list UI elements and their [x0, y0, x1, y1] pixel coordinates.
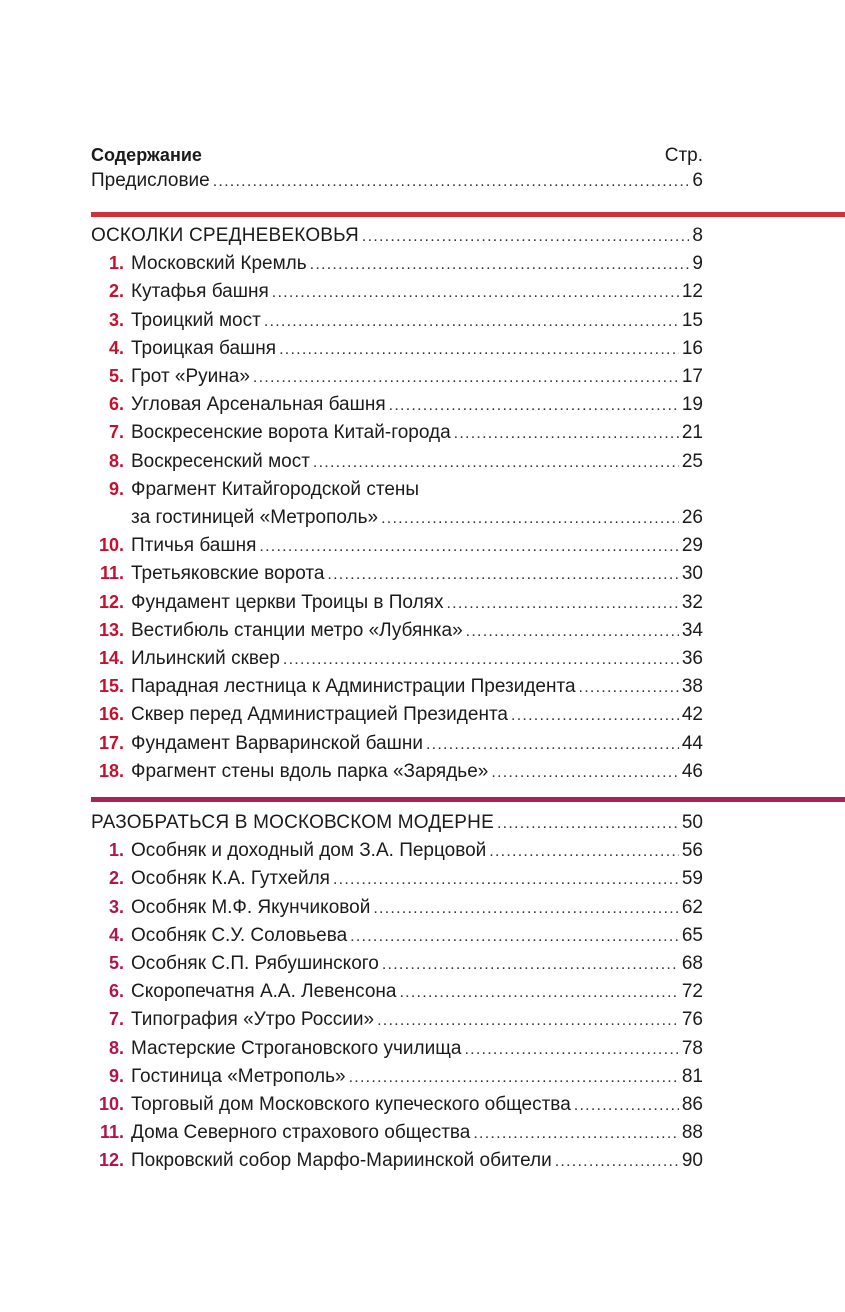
entry-label: Ильинский сквер [131, 648, 280, 669]
entry-label: Покровский собор Марфо-Мариинской обители [131, 1150, 552, 1172]
section-divider-2 [91, 797, 845, 802]
entry-label: Особняк К.А. Гутхейля [131, 868, 330, 890]
entry-number: 9. [108, 1065, 124, 1086]
entry-number: 10. [98, 1094, 124, 1114]
entry-label: Парадная лестница к Администрации Президента [131, 676, 576, 698]
entry-page: 25 [681, 450, 703, 472]
dot-leader [333, 868, 679, 890]
section-divider-1 [91, 212, 845, 217]
section-heading[interactable] [91, 225, 703, 253]
entry-number: 1. [108, 253, 124, 274]
section-page: 8 [692, 225, 703, 246]
dot-leader [466, 620, 679, 642]
entry-number: 18. [98, 760, 124, 781]
dot-leader [264, 310, 679, 332]
entry-number: 11. [99, 1122, 124, 1143]
toc-entry[interactable] [91, 281, 703, 309]
entry-page: 6 [692, 170, 703, 191]
toc-title: Содержание [91, 145, 202, 165]
dot-leader [327, 563, 678, 585]
entry-label: Троицкая башня [131, 337, 277, 359]
entry-number: 5. [108, 366, 124, 386]
toc-entry[interactable] [91, 840, 703, 868]
entry-number: 4. [108, 924, 124, 945]
toc-entry[interactable] [91, 310, 703, 338]
dot-leader [555, 1150, 679, 1172]
dot-leader [473, 1122, 679, 1144]
entry-page: 44 [681, 732, 703, 754]
entry-number: 9. [108, 478, 124, 499]
section-title: РАЗОБРАТЬСЯ В МОСКОВСКОМ МОДЕРНЕ [91, 812, 494, 833]
entry-label: Фундамент церкви Троицы в Полях [131, 591, 444, 613]
entry-label: Скоропечатня А.А. Левенсона [131, 981, 397, 1003]
entry-number: 15. [98, 676, 124, 697]
dot-leader [382, 953, 679, 975]
entry-label: Фрагмент стены вдоль парка «Зарядье» [131, 760, 489, 782]
entry-label: Особняк М.Ф. Якунчиковой [131, 896, 371, 918]
entry-number: 5. [108, 953, 124, 973]
entry-label: Воскресенский мост [131, 450, 310, 472]
entry-page: 88 [681, 1122, 703, 1144]
entry-label: Московский Кремль [131, 253, 307, 275]
toc-entry[interactable] [91, 868, 703, 896]
dot-leader [511, 704, 679, 726]
toc-entry[interactable] [91, 253, 703, 281]
dot-leader [464, 1038, 678, 1060]
entry-label: Угловая Арсенальная башня [131, 394, 386, 416]
entry-page: 9 [692, 253, 703, 275]
dot-leader [213, 170, 690, 192]
toc-entry[interactable] [91, 592, 703, 620]
entry-page: 12 [681, 281, 703, 303]
dot-leader [253, 366, 679, 388]
entry-label: Сквер перед Администрацией Президента [131, 704, 508, 726]
dot-leader [373, 897, 679, 919]
entry-label: Торговый дом Московского купеческого общества [131, 1094, 571, 1115]
toc-entry[interactable] [91, 761, 703, 789]
entry-label: Троицкий мост [131, 309, 261, 331]
dot-leader [579, 676, 679, 698]
toc-entry[interactable] [91, 1094, 703, 1122]
toc-entry[interactable] [91, 733, 703, 761]
entry-label: Фрагмент Китайгородской стены [131, 478, 420, 500]
toc-entry[interactable] [91, 897, 703, 925]
entry-page: 72 [681, 981, 703, 1003]
toc-entry[interactable] [91, 1122, 703, 1150]
toc-entry[interactable] [91, 676, 703, 704]
entry-label: Третьяковские ворота [131, 563, 325, 585]
entry-label-continued: за гостиницей «Метрополь» [131, 507, 379, 528]
toc-entry[interactable] [91, 981, 703, 1009]
dot-leader [399, 981, 678, 1003]
toc-entry[interactable] [91, 451, 703, 479]
entry-number: 2. [108, 281, 124, 302]
entry-page: 62 [681, 896, 703, 918]
entry-label: Гостиница «Метрополь» [131, 1065, 346, 1087]
entry-page: 36 [681, 648, 703, 669]
entry-label: Птичья башня [131, 535, 257, 557]
entry-page: 76 [681, 1009, 703, 1031]
entry-page: 90 [681, 1150, 703, 1172]
entry-number: 3. [108, 896, 124, 917]
dot-leader [389, 394, 679, 416]
entry-page: 21 [681, 422, 703, 444]
entry-label: Особняк С.У. Соловьева [131, 924, 348, 946]
toc-entry-continuation[interactable] [91, 507, 703, 535]
entry-number: 12. [98, 1150, 124, 1171]
entry-number: 13. [98, 619, 124, 640]
toc-entry[interactable] [91, 704, 703, 732]
dot-leader [362, 225, 690, 247]
toc-entry[interactable] [91, 394, 703, 422]
entry-page: 34 [681, 619, 703, 641]
dot-leader [454, 422, 679, 444]
entry-number: 7. [108, 1009, 124, 1030]
dot-leader [283, 648, 679, 670]
toc-entry[interactable] [91, 648, 703, 676]
entry-number: 6. [108, 394, 124, 415]
dot-leader [313, 451, 679, 473]
entry-number: 10. [98, 535, 124, 556]
entry-label: Дома Северного страхового общества [131, 1122, 471, 1144]
entry-number: 7. [108, 422, 124, 443]
dot-leader [279, 338, 679, 360]
toc-entry[interactable] [91, 366, 703, 394]
toc-entry[interactable] [91, 1009, 703, 1037]
entry-number: 8. [108, 1037, 124, 1058]
section-title: ОСКОЛКИ СРЕДНЕВЕКОВЬЯ [91, 225, 359, 246]
dot-leader [310, 253, 690, 275]
entry-page: 42 [681, 704, 703, 726]
section-heading[interactable] [91, 812, 703, 840]
toc-entry[interactable] [91, 479, 703, 507]
entry-label: Грот «Руина» [131, 366, 250, 387]
toc-entry[interactable] [91, 620, 703, 648]
entry-page: 30 [681, 563, 703, 585]
entry-page: 26 [681, 507, 703, 528]
entry-number: 16. [98, 704, 124, 725]
entry-label: Предисловие [91, 170, 210, 191]
entry-page: 59 [681, 868, 703, 890]
page-column-label: Стр. [664, 145, 703, 166]
toc-entry-preface[interactable] [91, 170, 703, 198]
entry-number: 12. [98, 591, 124, 612]
entry-page: 15 [681, 309, 703, 331]
entry-page: 38 [681, 676, 703, 698]
dot-leader [377, 1009, 679, 1031]
toc-entry[interactable] [91, 1066, 703, 1094]
toc-entry[interactable] [91, 338, 703, 366]
toc-entry[interactable] [91, 925, 703, 953]
dot-leader [381, 507, 679, 529]
entry-number: 14. [98, 648, 124, 668]
dot-leader [491, 761, 679, 783]
entry-page: 56 [681, 840, 703, 862]
entry-number: 4. [108, 337, 124, 358]
dot-leader [446, 592, 678, 614]
entry-page: 29 [681, 535, 703, 557]
dot-leader [497, 812, 679, 834]
entry-page: 81 [681, 1065, 703, 1087]
section-page: 50 [681, 812, 703, 833]
entry-label: Типография «Утро России» [131, 1009, 375, 1031]
entry-page: 46 [681, 760, 703, 782]
entry-label: Воскресенские ворота Китай-города [131, 422, 451, 444]
dot-leader [349, 1066, 679, 1088]
dot-leader [272, 281, 679, 303]
entry-label: Особняк С.П. Рябушинского [131, 953, 379, 974]
dot-leader [259, 535, 678, 557]
toc-entry[interactable] [91, 1038, 703, 1066]
entry-number: 11. [99, 563, 124, 584]
entry-page: 78 [681, 1037, 703, 1059]
entry-number: 6. [108, 981, 124, 1002]
entry-label: Фундамент Варваринской башни [131, 732, 423, 754]
entry-number: 3. [108, 309, 124, 330]
toc-entry[interactable] [91, 563, 703, 591]
entry-label: Кутафья башня [131, 281, 269, 303]
entry-number: 2. [108, 868, 124, 889]
entry-label: Мастерские Строгановского училища [131, 1037, 462, 1059]
entry-page: 16 [681, 337, 703, 359]
dot-leader [426, 733, 679, 755]
entry-number: 17. [98, 732, 124, 753]
entry-label: Особняк и доходный дом З.А. Перцовой [131, 840, 487, 862]
toc-entry[interactable] [91, 953, 703, 981]
entry-label: Вестибюль станции метро «Лубянка» [131, 619, 463, 641]
dot-leader [489, 840, 679, 862]
entry-page: 65 [681, 924, 703, 946]
entry-number: 1. [108, 840, 124, 861]
toc-entry[interactable] [91, 535, 703, 563]
dot-leader [574, 1094, 679, 1116]
toc-header [91, 145, 703, 167]
dot-leader [350, 925, 679, 947]
entry-page: 86 [681, 1094, 703, 1115]
entry-number: 8. [108, 450, 124, 471]
entry-page: 17 [681, 366, 703, 387]
toc-entry[interactable] [91, 1150, 703, 1178]
entry-page: 19 [681, 394, 703, 416]
entry-page: 68 [681, 953, 703, 974]
toc-entry[interactable] [91, 422, 703, 450]
entry-page: 32 [681, 591, 703, 613]
